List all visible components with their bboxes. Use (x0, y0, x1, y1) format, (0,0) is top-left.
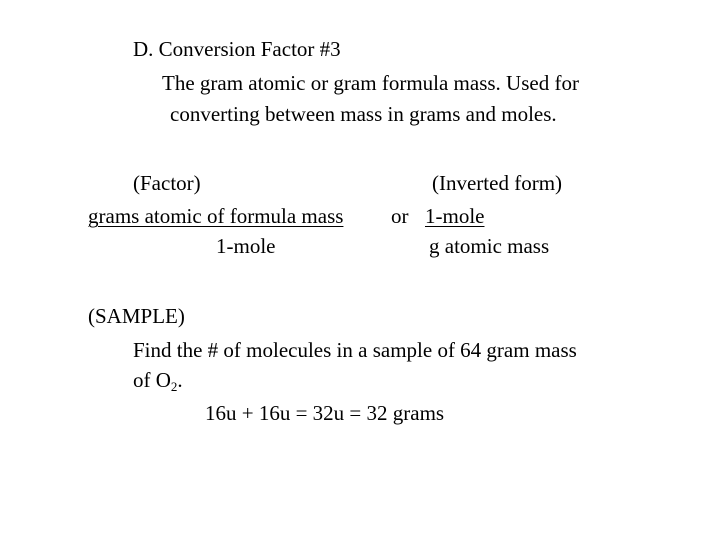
sample-calculation: 16u + 16u = 32u = 32 grams (205, 401, 445, 425)
description-line-1: The gram atomic or gram formula mass. Used for (162, 71, 579, 95)
slide-heading: D. Conversion Factor #3 (133, 37, 341, 61)
sample-question-line-2 (133, 368, 183, 392)
description-line-2: converting between mass in grams and moles. (170, 102, 557, 126)
factor-denominator: 1-mole (216, 234, 276, 258)
oxygen-subscript: 2 (170, 379, 178, 394)
sample-question-line-1: Find the # of molecules in a sample of 64 gram mass (133, 338, 577, 362)
sample-label: (SAMPLE) (88, 304, 185, 328)
question-suffix: . (177, 368, 183, 392)
inverted-form-label: (Inverted form) (432, 171, 563, 195)
inverted-numerator: 1-mole (425, 204, 485, 228)
or-connector: or (391, 204, 409, 228)
inverted-denominator: g atomic mass (429, 234, 550, 258)
factor-label: (Factor) (133, 171, 201, 195)
question-prefix: of O (133, 368, 171, 392)
factor-numerator: grams atomic of formula mass (88, 204, 344, 228)
